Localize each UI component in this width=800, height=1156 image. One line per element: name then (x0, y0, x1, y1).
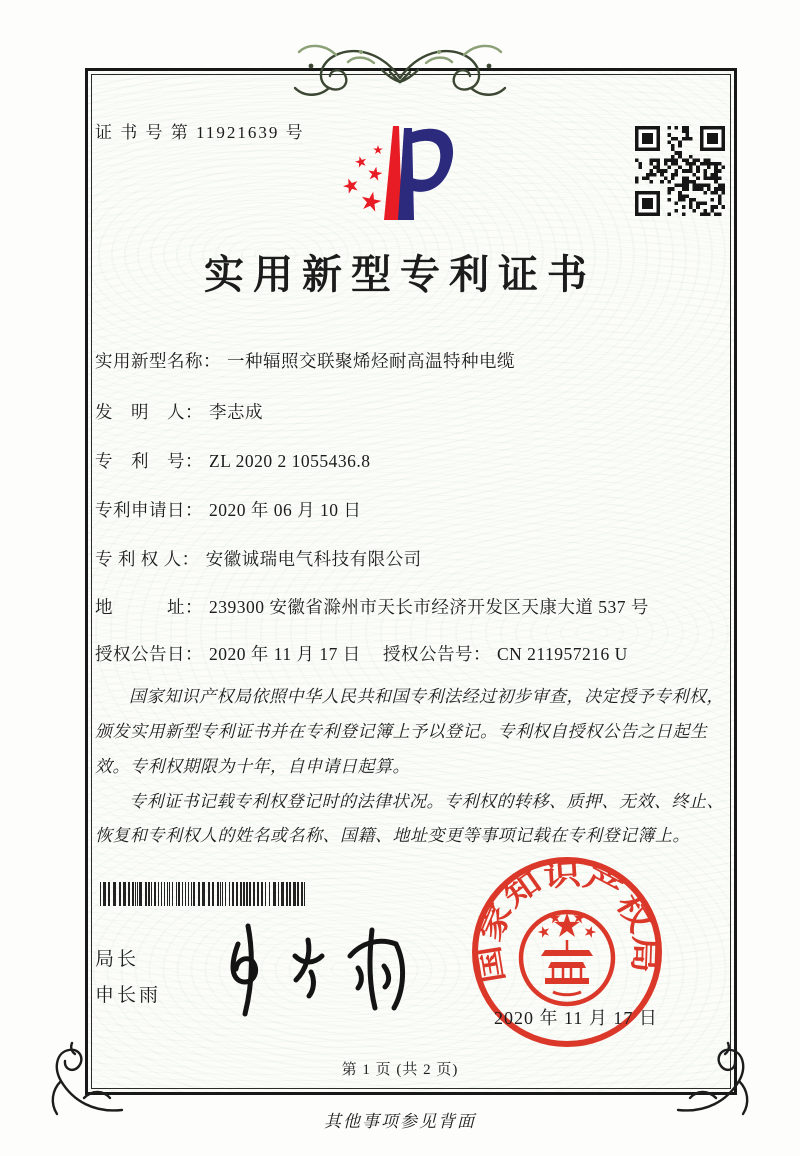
field-patent-number (95, 448, 370, 473)
field-grant-date (95, 641, 361, 666)
signer-name: 申长雨 (95, 985, 162, 1006)
seal-date: 2020 年 11 月 17 日 (494, 1008, 658, 1028)
field-value: 239300 安徽省滁州市天长市经济开发区天康大道 537 号 (209, 597, 649, 617)
field-utility-model-name (95, 348, 515, 373)
field-label: 专 利 号： (95, 451, 203, 471)
director-handwritten-signature (212, 916, 422, 1020)
field-patentee (95, 546, 422, 571)
cnipa-logo-icon (330, 116, 480, 230)
page-number: 第 1 页 (共 2 页) (341, 1062, 459, 1078)
legal-paragraph-2: 专利证书记载专利权登记时的法律状况。专利权的转移、质押、无效、终止、恢复和专利权人的姓名或名称、国籍、地址变更等事项记载在专利登记簿上。 (95, 791, 724, 846)
field-label: 专利申请日： (95, 500, 203, 520)
field-label: 专 利 权 人： (95, 549, 200, 569)
field-value: 一种辐照交联聚烯烃耐高温特种电缆 (227, 351, 515, 371)
field-value: 2020 年 06 月 10 日 (209, 500, 362, 520)
field-label: 地 址： (95, 597, 203, 617)
legal-text (95, 680, 737, 854)
back-side-note: 其他事项参见背面 (324, 1112, 476, 1131)
field-label: 发 明 人： (95, 402, 203, 422)
signer-title: 局长 (95, 949, 140, 970)
field-grant-number (383, 641, 628, 666)
field-value: 李志成 (209, 402, 263, 422)
national-emblem-icon (521, 911, 613, 1004)
field-value: CN 211957216 U (497, 644, 628, 664)
barcode (100, 882, 310, 906)
field-value: ZL 2020 2 1055436.8 (209, 451, 371, 471)
legal-paragraph-1: 国家知识产权局依照中华人民共和国专利法经过初步审查，决定授予专利权，颁发实用新型专利证书并在专利登记簿上予以登记。专利权自授权公告之日起生效。专利权期限为十年，自申请日起算。 (95, 687, 724, 776)
field-filing-date (95, 497, 361, 522)
seal-ring-text: 国家知识产权局 (474, 859, 660, 986)
certificate-number: 证 书 号 第 11921639 号 (95, 123, 305, 142)
field-label: 实用新型名称： (95, 351, 221, 371)
field-value: 2020 年 11 月 17 日 (209, 644, 361, 664)
top-ornament-flourish-icon (278, 36, 522, 104)
certificate-title: 实用新型专利证书 (204, 252, 596, 297)
field-label: 授权公告日： (95, 644, 203, 664)
field-value: 安徽诚瑞电气科技有限公司 (205, 549, 422, 569)
field-address (95, 594, 649, 619)
field-label: 授权公告号： (383, 644, 491, 664)
field-inventor (95, 399, 263, 424)
qr-code (635, 126, 725, 216)
